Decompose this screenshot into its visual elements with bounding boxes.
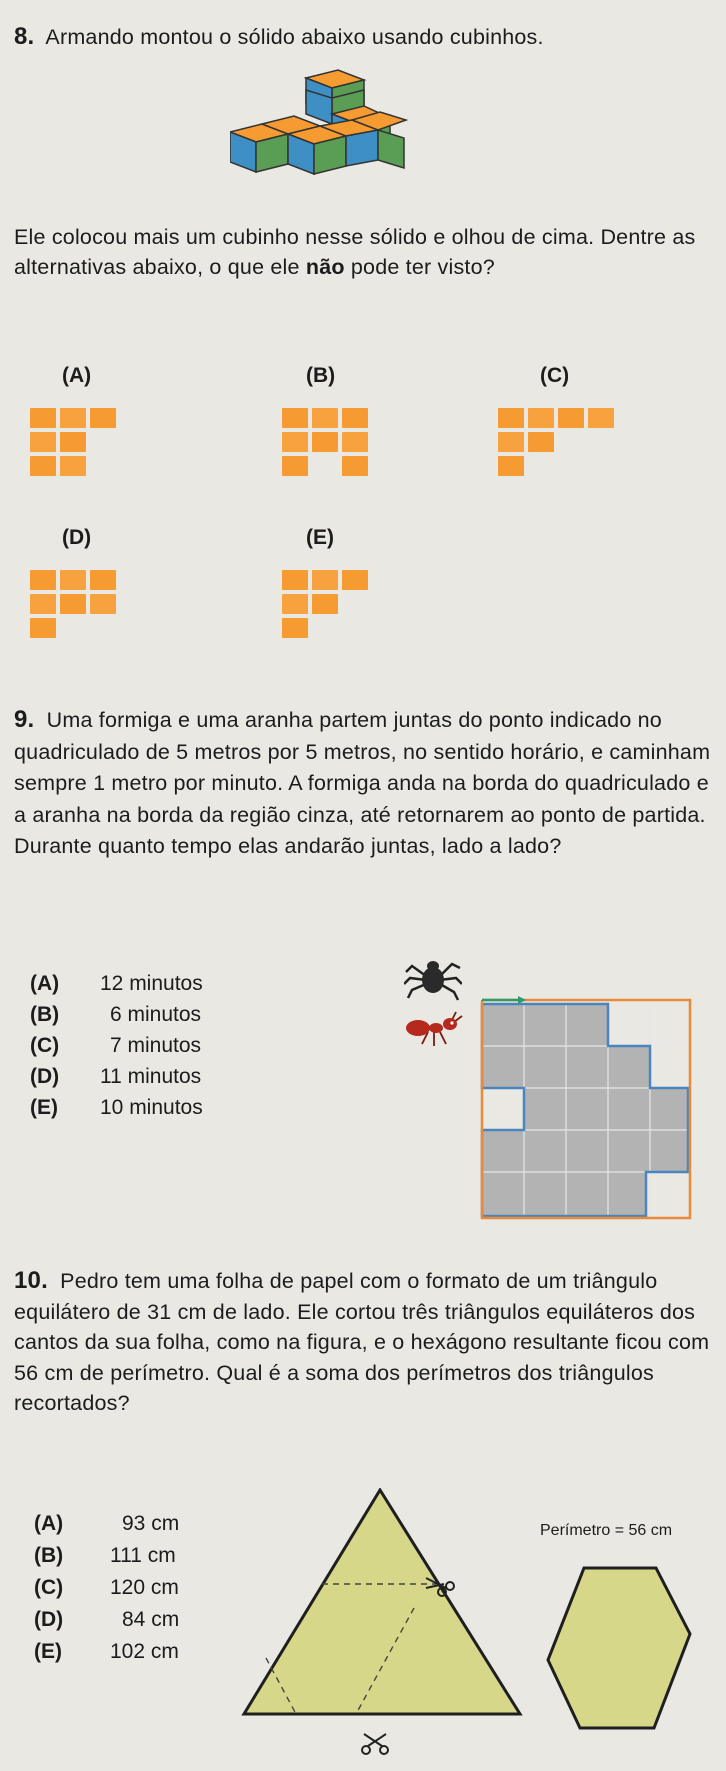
q9-answer-b[interactable]: [30, 1003, 250, 1034]
q8-option-d-label: (D): [62, 526, 92, 549]
ant-icon: [404, 1010, 464, 1050]
q10-answer-e[interactable]: [34, 1640, 234, 1672]
q10-answer-b-label: (B): [34, 1544, 64, 1567]
q10-answer-a-label: (A): [34, 1512, 64, 1535]
q8-option-b-label: (B): [306, 364, 336, 387]
q10-answer-c-value: 120 cm: [110, 1576, 179, 1599]
q9-answer-b-label: (B): [30, 1003, 60, 1026]
q9-answer-b-value: 6 minutos: [110, 1003, 202, 1026]
q9-answer-c-value: 7 minutos: [110, 1034, 202, 1057]
q10-answer-b[interactable]: [34, 1544, 234, 1576]
q8-question: [14, 222, 714, 282]
q8-option-c-label: (C): [540, 364, 570, 387]
q10-answer-c-label: (C): [34, 1576, 64, 1599]
q10-answer-b-value: 111 cm: [110, 1544, 176, 1567]
q8-question-part2: pode ter visto?: [344, 255, 495, 279]
q10-answer-c[interactable]: [34, 1576, 234, 1608]
q10-answer-list: [34, 1512, 234, 1672]
q9-answer-c[interactable]: [30, 1034, 250, 1065]
q8-statement: [14, 22, 714, 52]
q10-answer-d-label: (D): [34, 1608, 64, 1631]
q9-grid-figure: [478, 996, 692, 1222]
q10-answer-d[interactable]: [34, 1608, 234, 1640]
q8-question-bold: não: [305, 255, 345, 279]
q9-answer-list: [30, 972, 250, 1127]
q9-answer-e-value: 10 minutos: [100, 1096, 203, 1119]
q9-answer-d[interactable]: [30, 1065, 250, 1096]
q8-option-a-label: (A): [62, 364, 92, 387]
cube-bottom-row: [230, 112, 406, 174]
q10-statement: [14, 1266, 714, 1419]
q8-text: Armando montou o sólido abaixo usando cubinhos.: [45, 25, 544, 49]
q10-answer-e-value: 102 cm: [110, 1640, 179, 1663]
q9-number: 9.: [14, 706, 35, 733]
q8-number: 8.: [14, 23, 35, 50]
q9-answer-c-label: (C): [30, 1034, 60, 1057]
q9-answer-d-label: (D): [30, 1065, 60, 1088]
q9-text: Uma formiga e uma aranha partem juntas do ponto indicado no quadriculado de 5 metros por 5 metros, no sentido horário, e caminham sempre 1 metro por minuto. A formiga anda na borda do quadriculado e a aranha na borda da região cinza, até retornarem ao ponto de partida. Durante quanto tempo elas andarão juntas, lado a lado?: [14, 708, 711, 858]
q9-answer-e-label: (E): [30, 1096, 58, 1119]
q9-answer-a-value: 12 minutos: [100, 972, 203, 995]
triangle-figure: [236, 1488, 536, 1764]
perimeter-label: Perímetro = 56 cm: [540, 1522, 673, 1539]
q8-question-part1: Ele colocou mais um cubinho nesse sólido e olhou de cima. Dentre as alternativas abaixo, o que ele: [14, 225, 696, 279]
cube-solid-figure: [230, 62, 450, 202]
q9-answer-a-label: (A): [30, 972, 60, 995]
q10-answer-a-value: 93 cm: [122, 1512, 180, 1535]
hexagon-figure: [544, 1564, 694, 1734]
q10-text: Pedro tem uma folha de papel com o formato de um triângulo equilátero de 31 cm de lado. Ele cortou três triângulos equiláteros dos cantos da sua folha, como na figura, e o hexágono resultante ficou com 56 cm de perímetro. Qual é a soma dos perímetros dos triângulos recortados?: [14, 1269, 710, 1415]
spider-icon: [404, 956, 462, 1002]
q10-number: 10.: [14, 1267, 48, 1294]
q9-answer-e[interactable]: [30, 1096, 250, 1127]
q9-statement: [14, 704, 714, 863]
q9-answer-d-value: 11 minutos: [100, 1065, 202, 1088]
q10-answer-e-label: (E): [34, 1640, 62, 1663]
gray-region: [482, 1004, 688, 1216]
q9-answer-a[interactable]: [30, 972, 250, 1003]
q10-answer-a[interactable]: [34, 1512, 234, 1544]
q8-option-e-label: (E): [306, 526, 334, 549]
scissors-icon-bottom: [362, 1734, 388, 1754]
q10-answer-d-value: 84 cm: [122, 1608, 180, 1631]
